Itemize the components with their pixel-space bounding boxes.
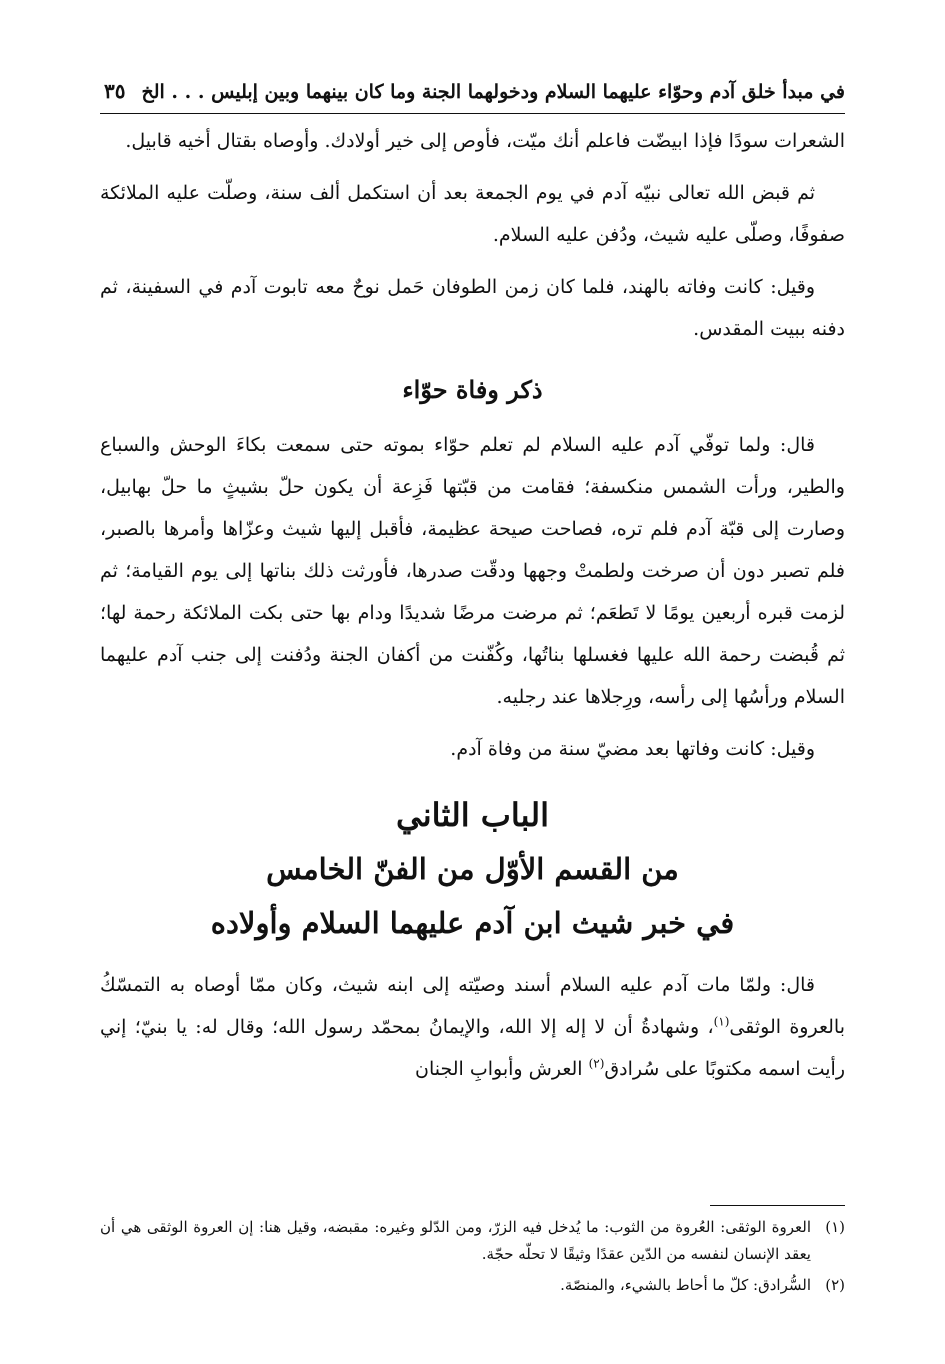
footnote-ref-2[interactable]: (٢) — [588, 1056, 605, 1071]
paragraph-sheth-testament — [100, 964, 845, 1090]
book-page — [100, 78, 845, 1090]
footnote-text: العروة الوثقى: العُروة من الثوب: ما يُدخل فيه الزرّ، ومن الدّلو وغيره: مقبضه، وقيل هنا: إن العروة الوثقى هي أن يعقد الإنسان لنفسه من الدّين عقدًا وثيقًا لا تحلّه حجّة. — [100, 1218, 811, 1263]
running-header — [100, 78, 845, 114]
paragraph-hawwa-date: وقيل: كانت وفاتها بعد مضيّ سنة من وفاة آدم. — [450, 737, 815, 760]
paragraph-text: العرش وأبوابِ الجنان — [415, 1057, 589, 1080]
page-number: ٣٥ — [104, 79, 126, 103]
footnote-item — [100, 1272, 845, 1299]
footnote-ref-1[interactable]: (١) — [713, 1014, 730, 1029]
footnote-number: (١) — [825, 1218, 845, 1236]
chapter-subtitle-section: من القسم الأوّل من الفنّ الخامس — [266, 851, 679, 886]
paragraph-text: ، وشهادةُ أن لا إله إلا الله، والإيمانُ بمحمّد رسول الله؛ وقال له: يا بنيّ؛ إني رأيت اسمه مكتوبًا على سُرادق — [100, 1015, 845, 1080]
paragraph-hawwa-death: قال: ولما توفّي آدم عليه السلام لم تعلم حوّاء بموته حتى سمعت بكاءَ الوحش والسباع والطير، ورأت الشمس منكسفة؛ فقامت من قبّتها فَزِعة أن يكون حلّ بشيثٍ ما حلّ بهابيل، وصارت إلى قبّة آدم فلم تره، فصاحت صيحة عظيمة، فأقبل إليها شيث وعزّاها وأمرها بالصبر، فلم تصبر دون أن صرخت ولطمتْ وجهها ودقّت صدرها، فأورثت ذلك بناتها إلى يوم القيامة؛ ثم لزمت قبره أربعين يومًا لا تَطعَم؛ ثم مرضت مرضًا شديدًا ودام بها حتى بكت الملائكة رحمة لها؛ ثم قُبضت رحمة الله عليها فغسلها بناتُها، وكُفّنت من أكفان الجنة ودُفنت إلى جنب آدم عليهما السلام ورأسُها إلى رأسه، ورِجلاها عند رجليه. — [100, 433, 845, 708]
chapter-subtitle-topic: في خبر شيث ابن آدم عليهما السلام وأولاده — [210, 905, 735, 940]
paragraph-adam-death: ثم قبض الله تعالى نبيّه آدم في يوم الجمعة بعد أن استكمل ألف سنة، وصلّت عليه الملائكة صفوفًا، وصلّى عليه شيث، ودُفن عليه السلام. — [100, 181, 845, 246]
section-heading: ذكر وفاة حوّاء — [402, 374, 543, 404]
paragraph-continuation: الشعرات سودًا فإذا ابيضّت فاعلم أنك ميّت، فأوص إلى خير أولادك. وأوصاه بقتال أخيه قابيل. — [125, 129, 845, 152]
footnote-text: السُّرادق: كلّ ما أحاط بالشيء، والمنصّة. — [560, 1276, 811, 1294]
footnote-divider — [710, 1205, 845, 1206]
chapter-title: الباب الثاني — [396, 795, 549, 834]
chapter-heading — [100, 788, 845, 950]
body-text — [100, 120, 845, 1090]
header-title: في مبدأ خلق آدم وحوّاء عليهما السلام ودخولهما الجنة وما كان بينهما وبين إبليس . . . الخ — [141, 81, 845, 103]
footnote-number: (٢) — [825, 1276, 845, 1294]
paragraph-text: قال: ولمّا مات آدم عليه السلام أسند وصيّته إلى ابنه شيث، وكان ممّا أوصاه به التمسّكُ بالعروة الوثقى — [100, 973, 845, 1038]
footnotes — [100, 1214, 845, 1303]
footnote-item — [100, 1214, 845, 1268]
paragraph-adam-burial: وقيل: كانت وفاته بالهند، فلما كان زمن الطوفان حَمل نوحٌ معه تابوت آدم في السفينة، ثم دفنه ببيت المقدس. — [100, 275, 845, 340]
